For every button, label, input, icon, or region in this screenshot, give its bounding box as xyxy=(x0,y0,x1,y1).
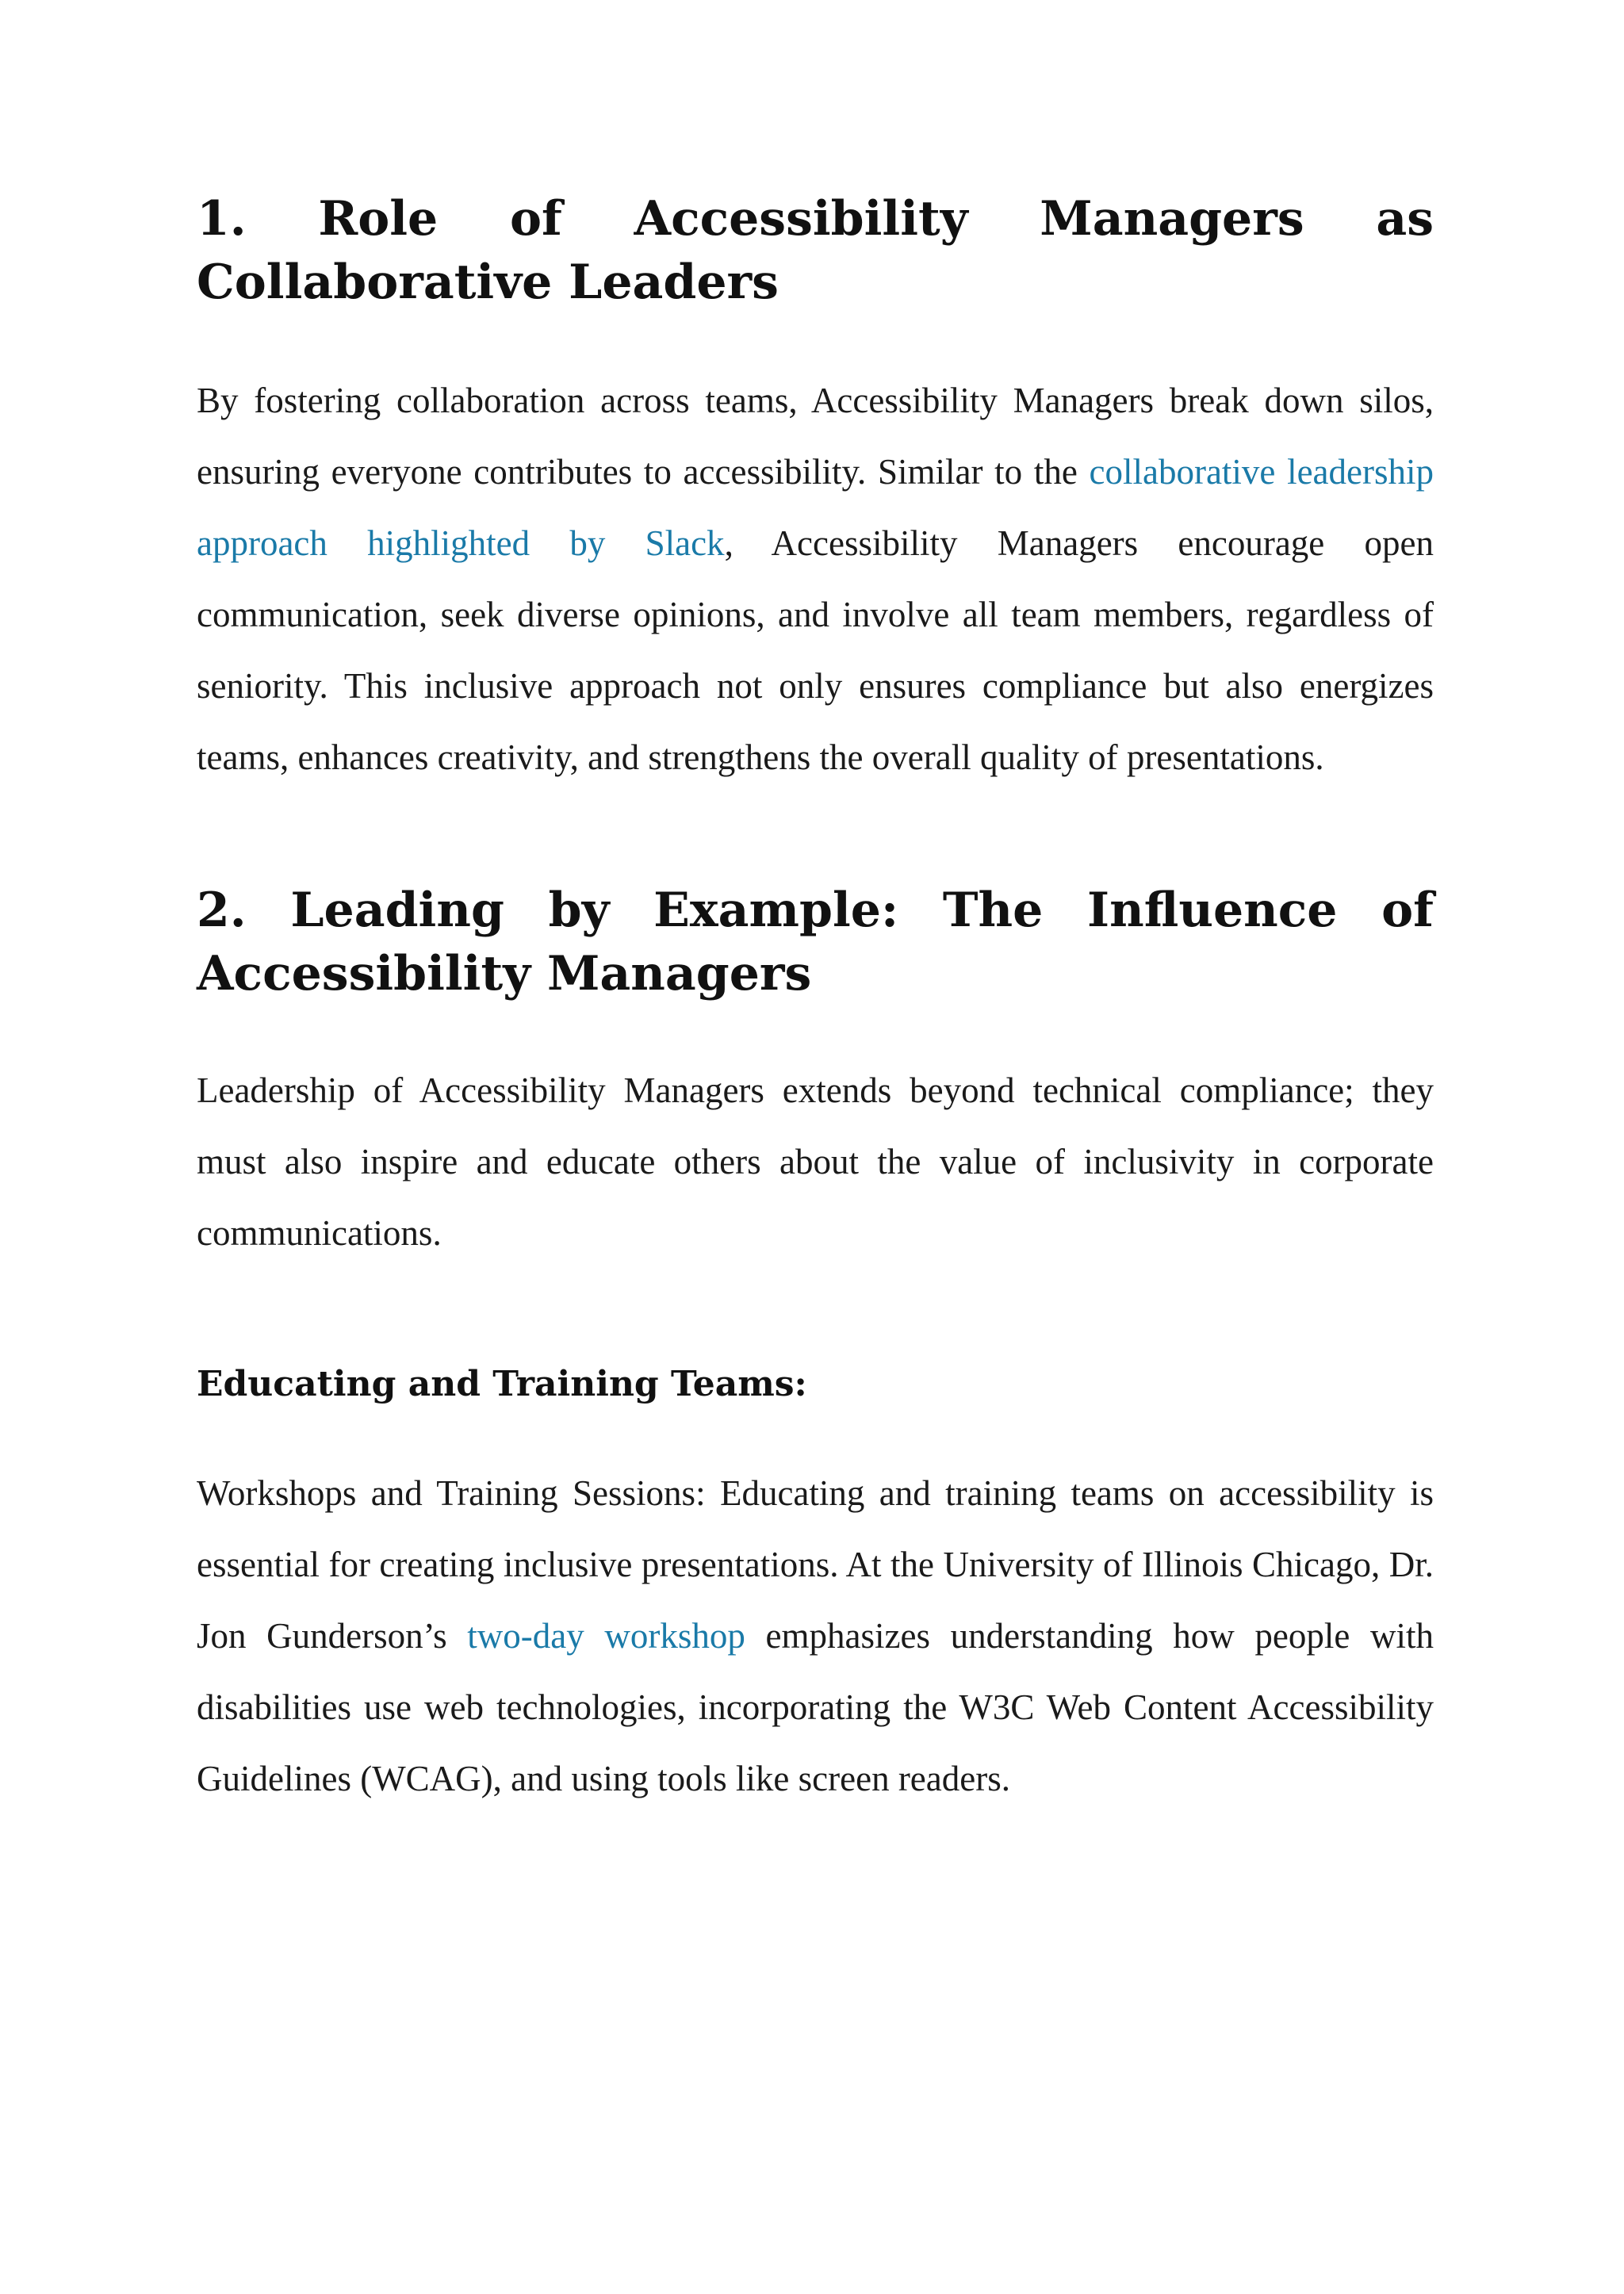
section-heading-leading-by-example: 2. Leading by Example: The Influence of Accessibility Managers xyxy=(197,883,1434,1001)
document-page xyxy=(197,187,1434,1814)
paragraph-leadership: Leadership of Accessibility Managers extends beyond technical compliance; they must also inspire and educate others about the value of inclusivity in corporate communications. xyxy=(197,1070,1434,1253)
link-two-day-workshop[interactable]: two-day workshop xyxy=(467,1616,745,1656)
paragraph-text: By fostering collaboration across teams, Accessibility Managers break down silos, ensuring everyone contributes to accessibility. Similar to the xyxy=(197,381,1434,492)
paragraph-text: emphasizes understanding how people with disabilities use web technologies, incorporating the W3C Web Content Accessibility Guidelines (WCAG), and using tools like screen readers. xyxy=(197,1616,1434,1798)
link-slack-collaborative-leadership[interactable]: collaborative leadership approach highlighted by Slack xyxy=(197,452,1434,563)
subheading-educating-training: Educating and Training Teams: xyxy=(197,1364,807,1404)
paragraph-collaboration xyxy=(197,365,1434,793)
paragraph-workshops xyxy=(197,1457,1434,1814)
paragraph-text: Workshops and Training Sessions: Educating and training teams on accessibility is essential for creating inclusive presentations. At the University of Illinois Chicago, Dr. Jon Gunderson’s xyxy=(197,1473,1434,1656)
paragraph-text: , Accessibility Managers encourage open communication, seek diverse opinions, and involve all team members, regardless of seniority. This inclusive approach not only ensures compliance but also energizes teams, enhances creativity, and strengthens the overall quality of presentations. xyxy=(197,523,1434,777)
section-heading-collaborative-leaders: 1. Role of Accessibility Managers as Collaborative Leaders xyxy=(197,191,1434,310)
